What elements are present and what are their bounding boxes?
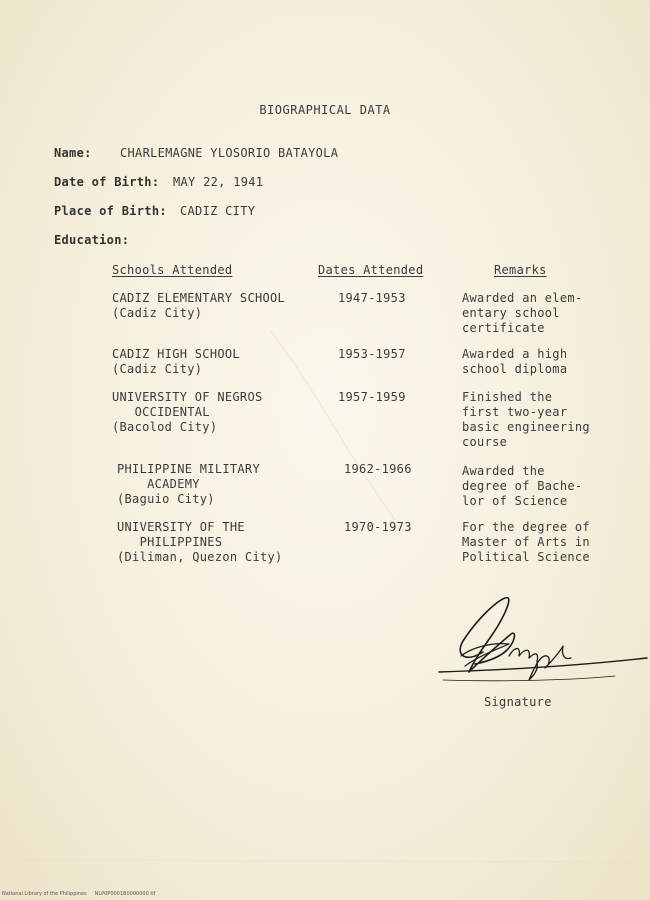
row-3-remarks: Finished the first two-year basic engineering course — [462, 390, 590, 449]
name-value: CHARLEMAGNE YLOSORIO BATAYOLA — [120, 146, 339, 160]
row-4-school: PHILIPPINE MILITARY ACADEMY (Baguio City) — [117, 462, 260, 506]
header-schools-attended: Schools Attended — [112, 263, 233, 277]
dob-value: MAY 22, 1941 — [173, 175, 264, 189]
signature-loop — [460, 598, 514, 672]
row-1-school: CADIZ ELEMENTARY SCHOOL (Cadiz City) — [112, 291, 286, 320]
document-title: BIOGRAPHICAL DATA — [259, 103, 391, 117]
row-5-school: UNIVERSITY OF THE PHILIPPINES (Diliman, Quezon City) — [117, 520, 283, 564]
signature-letters — [509, 646, 571, 680]
pob-label: Place of Birth: — [54, 204, 167, 218]
row-5-dates: 1970-1973 — [344, 520, 412, 534]
name-label: Name: — [54, 146, 92, 160]
row-4-remarks: Awarded the degree of Bache- lor of Science — [462, 464, 583, 508]
row-2-school: CADIZ HIGH SCHOOL (Cadiz City) — [112, 347, 240, 376]
signature-label: Signature — [484, 695, 552, 709]
header-dates-attended: Dates Attended — [318, 263, 424, 277]
row-4-dates: 1962-1966 — [344, 462, 412, 476]
row-5-remarks: For the degree of Master of Arts in Political Science — [462, 520, 590, 564]
row-3-school: UNIVERSITY OF NEGROS OCCIDENTAL (Bacolod City) — [112, 390, 263, 434]
row-2-dates: 1953-1957 — [338, 347, 406, 361]
signature-strokes — [439, 598, 647, 681]
row-2-remarks: Awarded a high school diploma — [462, 347, 568, 376]
pob-value: CADIZ CITY — [180, 204, 256, 218]
archive-footer: National Library of the Philippines NLP0P0001B0000000 tif — [2, 891, 156, 897]
handwritten-signature — [425, 590, 650, 690]
education-label: Education: — [54, 233, 130, 247]
header-remarks: Remarks — [494, 263, 547, 277]
row-3-dates: 1957-1959 — [338, 390, 406, 404]
row-1-dates: 1947-1953 — [338, 291, 406, 305]
dob-label: Date of Birth: — [54, 175, 160, 189]
row-1-remarks: Awarded an elem- entary school certificate — [462, 291, 583, 335]
